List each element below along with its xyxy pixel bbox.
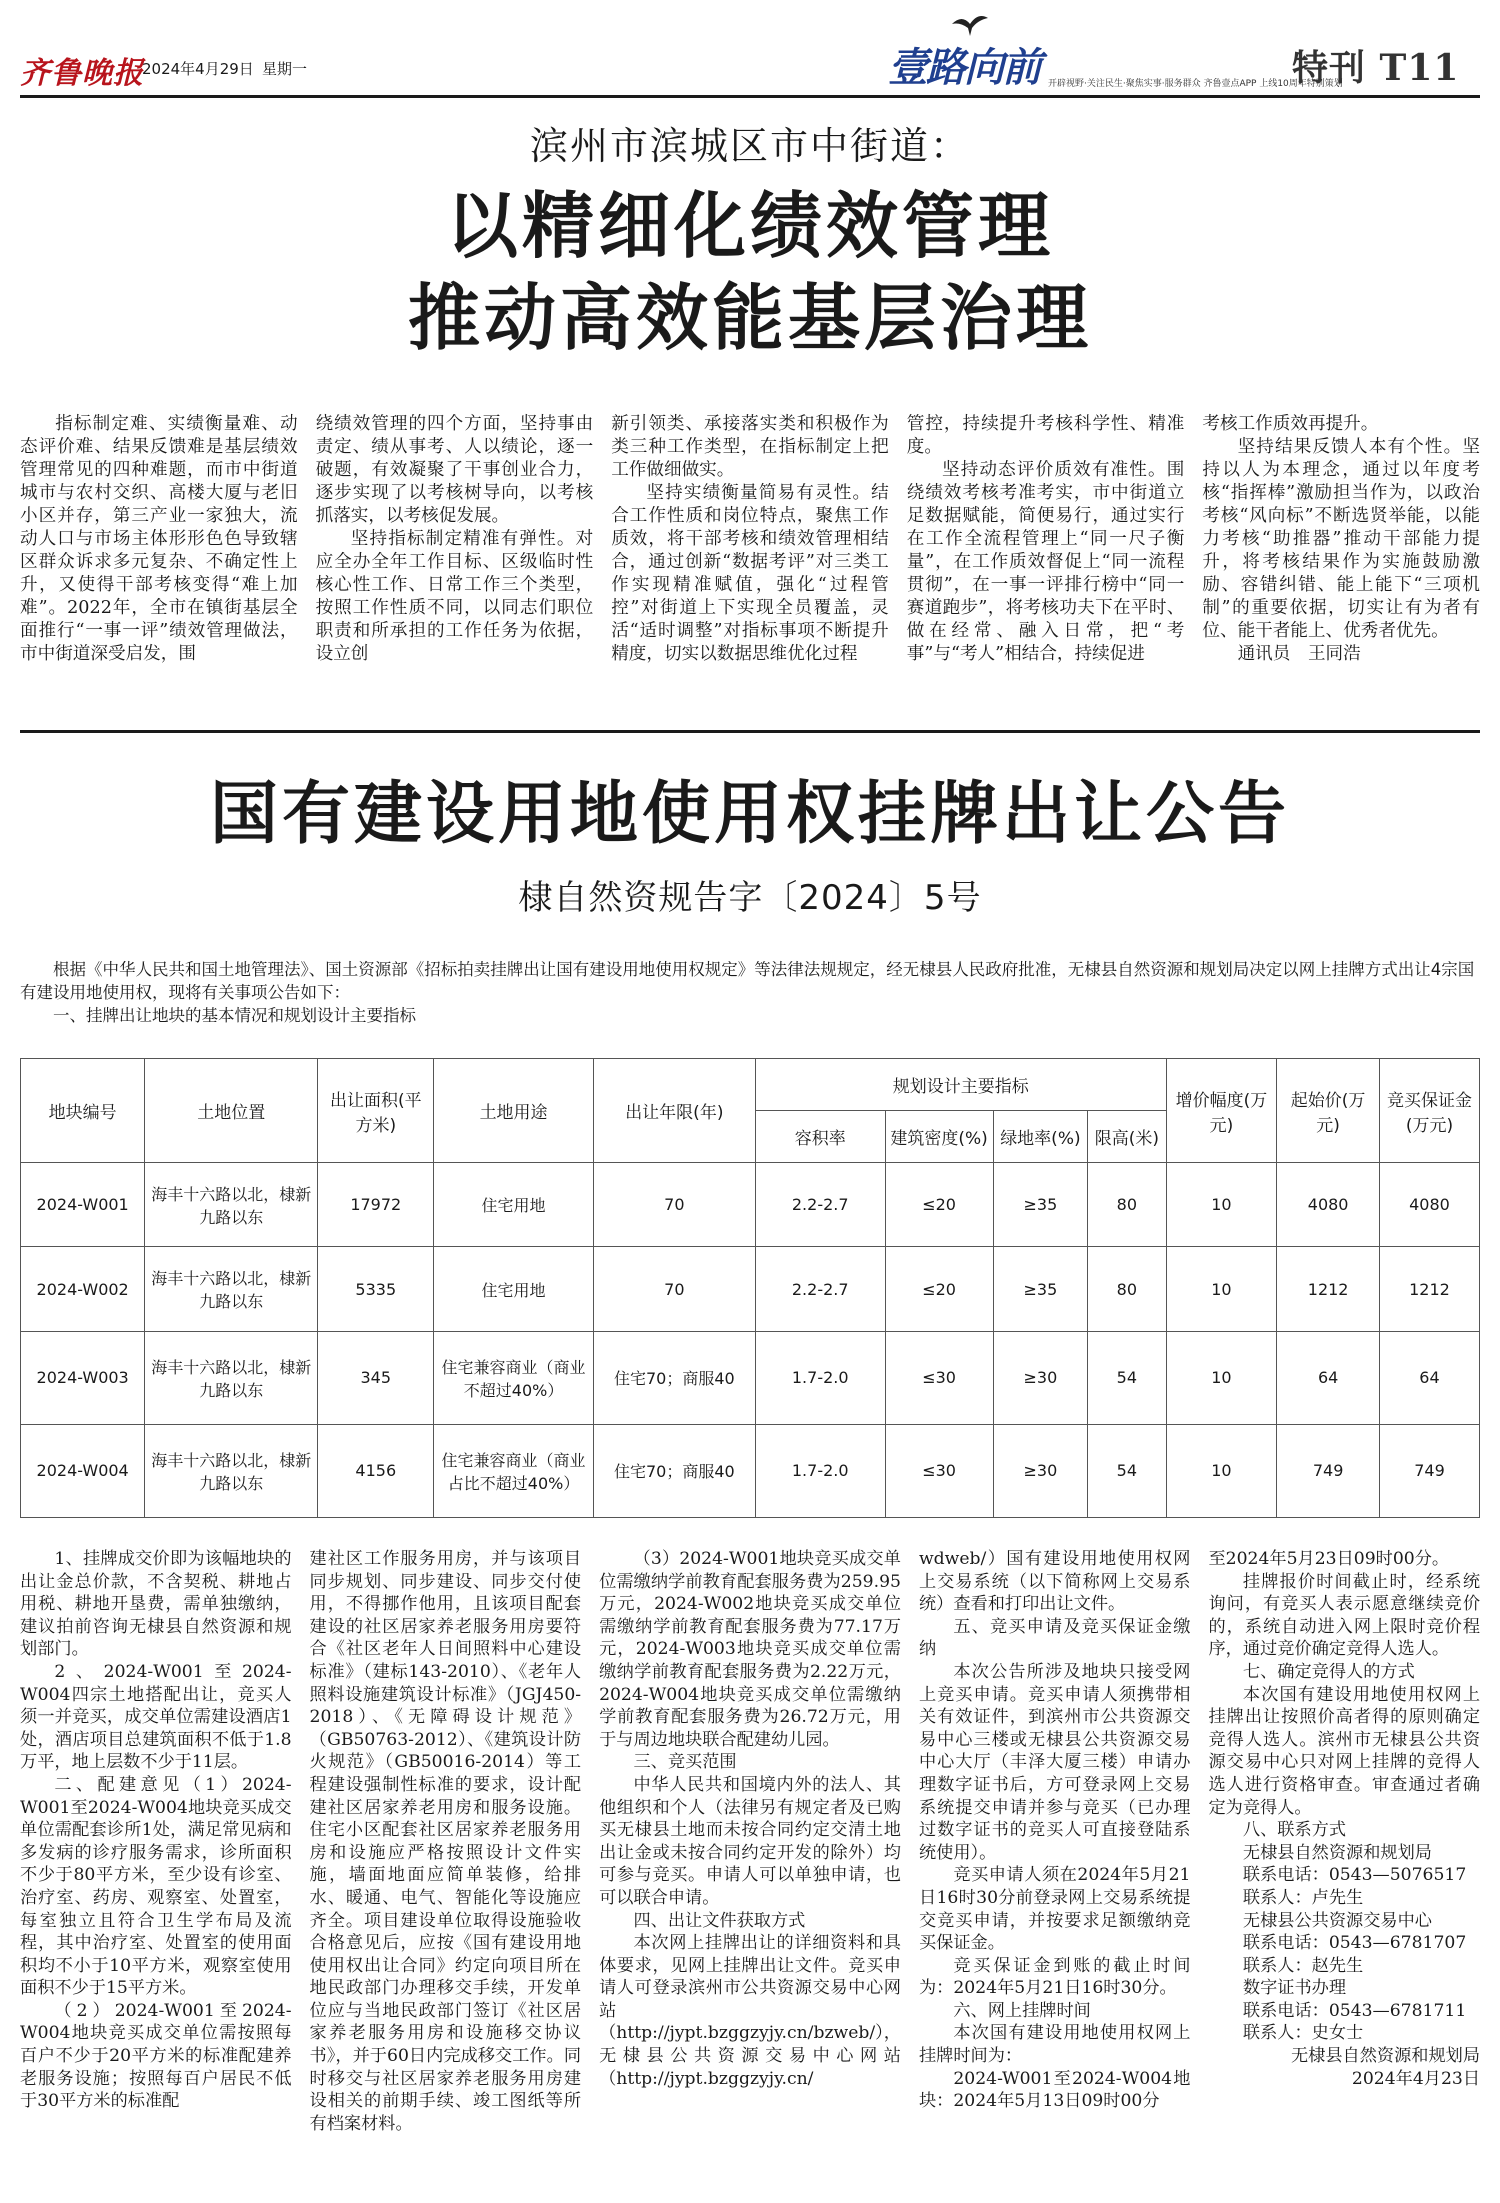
notice-column bbox=[919, 1548, 1191, 2188]
notice-paragraph: 联系电话：0543—6781711 bbox=[1242, 2000, 1467, 2021]
cell-far: 2.2-2.7 bbox=[755, 1247, 885, 1331]
th-deposit: 竞买保证金(万元) bbox=[1379, 1059, 1479, 1163]
cell-increment: 10 bbox=[1166, 1247, 1277, 1331]
notice-title: 国有建设用地使用权挂牌出让公告 bbox=[209, 774, 1290, 854]
cell-plot-no: 2024-W004 bbox=[21, 1424, 145, 1517]
notice-paragraph: 本次公告所涉及地块只接受网上竞买申请。竞买申请人须携带相关有效证件，到滨州市公共资源交易中心三楼或无棣县公共资源交易中心大厅（丰泽大厦三楼）申请办理数字证书后，方可登录网上交易系统提交申请并参与竞买（已办理过数字证书的竞买人可直接登陆系统使用）。 bbox=[918, 1661, 1191, 1863]
notice-paragraph: 竞买保证金到账的截止时间为：2024年5月21日16时30分。 bbox=[918, 1955, 1191, 1999]
article-paragraph: 坚持结果反馈人本有个性。坚持以人为本理念，通过以年度考核“指挥棒”激励担当作为，以政治考核“风向标”不断选贤举能，以能力考核“助推器”推动干部能力提升，将考核结果作为实施鼓励激励、容错纠错、能上能下“三项机制”的重要依据，切实让有为者有位、能干者能上、优秀者优先。 bbox=[1202, 437, 1480, 641]
section-label: 特刊 T11 bbox=[1292, 47, 1460, 89]
th-density: 建筑密度(%) bbox=[885, 1111, 993, 1163]
cell-height: 80 bbox=[1088, 1163, 1166, 1247]
cell-term: 住宅70；商服40 bbox=[593, 1424, 755, 1517]
notice-paragraph: 七、确定竞得人的方式 bbox=[1242, 1661, 1415, 1682]
cell-area: 17972 bbox=[318, 1163, 434, 1247]
cell-use: 住宅用地 bbox=[434, 1247, 593, 1331]
notice-paragraph: 联系人：卢先生 bbox=[1242, 1887, 1364, 1908]
notice-paragraph: 本次网上挂牌出让的详细资料和具体要求，见网上挂牌出让文件。竞买申请人可登录滨州市公共资源交易中心网站（http://jypt.bzggzyjy.cn/bzweb/），无棣县公共资源交易中心网站（http://jypt.bzggzyjy.cn/ bbox=[599, 1933, 901, 2089]
th-term: 出让年限(年) bbox=[593, 1059, 755, 1163]
cell-term: 70 bbox=[593, 1247, 755, 1331]
notice-paragraph: 2、2024-W001至2024-W004四宗土地搭配出让，竞买人须一并竞买，成交单位需建设酒店1处，酒店项目总建筑面积不低于1.8万平，地上层数不少于11层。 bbox=[20, 1661, 292, 1773]
article-paragraph: 坚持实绩衡量简易有灵性。结合工作性质和岗位特点，聚焦工作质效，将干部考核和绩效管理相结合，通过创新“数据考评”对三类工作实现精准赋值，强化“过程管控”对街道上下实现全员覆盖，灵活“适时调整”对指标事项不断提升精度，切实以数据思维优化过程 bbox=[611, 483, 889, 664]
cell-location: 海丰十六路以北，棣新九路以东 bbox=[145, 1163, 318, 1247]
cell-location: 海丰十六路以北，棣新九路以东 bbox=[145, 1247, 318, 1331]
table-row bbox=[21, 1163, 1480, 1247]
cell-deposit: 4080 bbox=[1379, 1163, 1479, 1247]
th-far: 容积率 bbox=[755, 1111, 885, 1163]
top-rule bbox=[20, 95, 1480, 98]
th-height: 限高(米) bbox=[1088, 1111, 1166, 1163]
notice-paragraph: wdweb/）国有建设用地使用权网上交易系统（以下简称网上交易系统）查看和打印出让文件。 bbox=[918, 1549, 1191, 1615]
notice-paragraph: 无棣县公共资源交易中心 bbox=[1242, 1910, 1432, 1931]
notice-column bbox=[20, 1548, 292, 2188]
cell-density: ≤20 bbox=[885, 1247, 993, 1331]
issue-weekday: 星期一 bbox=[262, 60, 308, 78]
cell-green: ≥30 bbox=[993, 1424, 1088, 1517]
table-row bbox=[21, 1331, 1480, 1424]
headline-line-1: 以精细化绩效管理 bbox=[445, 183, 1054, 268]
cell-start-price: 749 bbox=[1277, 1424, 1380, 1517]
th-start-price: 起始价(万元) bbox=[1277, 1059, 1380, 1163]
th-use: 土地用途 bbox=[434, 1059, 593, 1163]
cell-area: 4156 bbox=[318, 1424, 434, 1517]
article-paragraph: 管控，持续提升考核科学性、精准度。 bbox=[906, 414, 1185, 457]
th-location: 土地位置 bbox=[145, 1059, 318, 1163]
newspaper-logo: 齐鲁晚报 bbox=[20, 56, 144, 91]
section-heading: 一、挂牌出让地块的基本情况和规划设计主要指标 bbox=[53, 1006, 416, 1025]
article-paragraph: 坚持指标制定精准有弹性。对应全办全年工作目标、区级临时性核心性工作、日常工作三个类型，按照工作性质不同，以同志们职位职责和所承担的工作任务为依据，设立创 bbox=[315, 529, 594, 664]
notice-paragraph: 本次国有建设用地使用权网上挂牌时间为： bbox=[918, 2023, 1191, 2067]
article-paragraph: 考核工作质效再提升。 bbox=[1202, 414, 1379, 434]
section-divider bbox=[20, 730, 1480, 733]
cell-location: 海丰十六路以北，棣新九路以东 bbox=[145, 1331, 318, 1424]
cell-deposit: 64 bbox=[1379, 1331, 1479, 1424]
notice-doc-number: 棣自然资规告字〔2024〕5号 bbox=[518, 878, 982, 918]
th-green: 绿地率(%) bbox=[993, 1111, 1088, 1163]
notice-paragraph: 1、挂牌成交价即为该幅地块的出让金总价款，不含契税、耕地占用税、耕地开垦费，需单独缴纳，建议拍前咨询无棣县自然资源和规划部门。 bbox=[20, 1549, 292, 1660]
cell-increment: 10 bbox=[1166, 1163, 1277, 1247]
cell-far: 1.7-2.0 bbox=[755, 1331, 885, 1424]
notice-paragraph: 二、配建意见（1）2024-W001至2024-W004地块竞买成交单位需配套诊所1处，满足常见病和多发病的诊疗服务需求，诊所面积不少于80平方米，至少设有诊室、治疗室、药房、观察室、处置室，每室独立且符合卫生学布局及流程，其中治疗室、处置室的使用面积均不小于10平方米，观察室使用面积不少于15平方米。 bbox=[20, 1774, 292, 1999]
cell-green: ≥30 bbox=[993, 1331, 1088, 1424]
th-increment: 增价幅度(万元) bbox=[1166, 1059, 1277, 1163]
article-column bbox=[907, 413, 1185, 693]
cell-height: 54 bbox=[1088, 1331, 1166, 1424]
cell-deposit: 749 bbox=[1379, 1424, 1479, 1517]
byline: 通讯员 王同浩 bbox=[1237, 644, 1361, 664]
cell-area: 5335 bbox=[318, 1247, 434, 1331]
notice-body bbox=[20, 1548, 1480, 2188]
intro-paragraph: 根据《中华人民共和国土地管理法》、国土资源部《招标拍卖挂牌出让国有建设用地使用权规定》等法律法规规定，经无棣县人民政府批准，无棣县自然资源和规划局决定以网上挂牌方式出让4宗国有建设用地使用权，现将有关事项公告如下： bbox=[20, 960, 1475, 1002]
cell-height: 54 bbox=[1088, 1424, 1166, 1517]
notice-paragraph: （3）2024-W001地块竞买成交单位需缴纳学前教育配套服务费为259.95万元，2024-W002地块竞买成交单位需缴纳学前教育配套服务费为77.17万元，2024-W003地块竞买成交单位需缴纳学前教育配套服务费为2.22万元，2024-W004地块竞买成交单位需缴纳学前教育配套服务费为26.72万元，用于与周边地块联合配建幼儿园。 bbox=[599, 1549, 901, 1750]
th-area: 出让面积(平方米) bbox=[318, 1059, 434, 1163]
land-plot-table bbox=[20, 1058, 1480, 1518]
cell-far: 2.2-2.7 bbox=[755, 1163, 885, 1247]
th-plot-no: 地块编号 bbox=[21, 1059, 145, 1163]
article-paragraph: 坚持动态评价质效有准性。围绕绩效考核考准考实，市中街道立足数据赋能，简便易行，通过实行在工作全流程管理上“同一尺子衡量”，在工作质效督促上“同一流程贯彻”，在一事一评排行榜中“同一赛道跑步”，将考核功夫下在平时、做在经常、融入日常，把“考事”与“考人”相结合，持续促进 bbox=[906, 460, 1185, 664]
cell-use: 住宅兼容商业（商业不超过40%） bbox=[434, 1331, 593, 1424]
cell-term: 70 bbox=[593, 1163, 755, 1247]
notice-paragraph: 六、网上挂牌时间 bbox=[953, 2000, 1091, 2021]
notice-paragraph: 联系人：赵先生 bbox=[1242, 1955, 1364, 1976]
notice-paragraph: 联系人：史女士 bbox=[1242, 2023, 1364, 2044]
cell-green: ≥35 bbox=[993, 1247, 1088, 1331]
cell-use: 住宅兼容商业（商业占比不超过40%） bbox=[434, 1424, 593, 1517]
issue-date: 2024年4月29日 bbox=[142, 60, 254, 78]
article-paragraph: 指标制定难、实绩衡量难、动态评价难、结果反馈难是基层绩效管理常见的四种难题，而市中街道城市与农村交织、高楼大厦与老旧小区并存，第三产业一家独大，流动人口与市场主体形形色色导致辖区群众诉求多元复杂、不确定性上升，又使得干部考核变得“难上加难”。2022年，全市在镇街基层全面推行“一事一评”绩效管理做法，市中街道深受启发，围 bbox=[20, 414, 298, 664]
notice-column bbox=[310, 1548, 582, 2188]
cell-start-price: 64 bbox=[1277, 1331, 1380, 1424]
notice-paragraph: 中华人民共和国境内外的法人、其他组织和个人（法律另有规定者及已购买无棣县土地而未按合同约定交清土地出让金或未按合同约定开发的除外）均可参与竞买。申请人可以单独申请，也可以联合申请。 bbox=[599, 1774, 901, 1908]
notice-paragraph: 联系电话：0543—5076517 bbox=[1242, 1865, 1467, 1886]
notice-paragraph: （2）2024-W001至2024-W004地块竞买成交单位需按照每百户不少于20平方米的标准配建养老服务设施；按照每百户居民不低于30平方米的标准配 bbox=[20, 2000, 292, 2112]
cell-increment: 10 bbox=[1166, 1424, 1277, 1517]
notice-column bbox=[1208, 1548, 1480, 2188]
headline-line-2: 推动高效能基层治理 bbox=[407, 275, 1092, 360]
cell-increment: 10 bbox=[1166, 1331, 1277, 1424]
cell-density: ≤30 bbox=[885, 1424, 993, 1517]
cell-start-price: 4080 bbox=[1277, 1163, 1380, 1247]
article-paragraph: 绕绩效管理的四个方面，坚持事由责定、绩从事考、人以绩论，逐一破题，有效凝聚了干事创业合力，逐步实现了以考核树导向，以考核抓落实，以考核促发展。 bbox=[315, 414, 594, 526]
table-row bbox=[21, 1247, 1480, 1331]
cell-location: 海丰十六路以北，棣新九路以东 bbox=[145, 1424, 318, 1517]
brand-name: 壹路向前 bbox=[888, 44, 1040, 91]
notice-paragraph: 八、联系方式 bbox=[1242, 1820, 1347, 1841]
notice-paragraph: 2024年4月23日 bbox=[1351, 2068, 1481, 2089]
article-kicker: 滨州市滨城区市中街道： bbox=[529, 124, 970, 168]
th-planning: 规划设计主要指标 bbox=[755, 1059, 1166, 1111]
notice-paragraph: 联系电话：0543—6781707 bbox=[1242, 1933, 1467, 1954]
cell-density: ≤20 bbox=[885, 1163, 993, 1247]
cell-height: 80 bbox=[1088, 1247, 1166, 1331]
notice-intro bbox=[20, 958, 1480, 1027]
cell-far: 1.7-2.0 bbox=[755, 1424, 885, 1517]
article-column bbox=[611, 413, 889, 693]
notice-paragraph: 无棣县自然资源和规划局 bbox=[1290, 2046, 1481, 2067]
cell-green: ≥35 bbox=[993, 1163, 1088, 1247]
notice-paragraph: 至2024年5月23日09时00分。 bbox=[1208, 1549, 1450, 1569]
cell-plot-no: 2024-W001 bbox=[21, 1163, 145, 1247]
notice-paragraph: 数字证书办理 bbox=[1242, 1978, 1347, 1999]
notice-paragraph: 挂牌报价时间截止时，经系统询问，有竞买人表示愿意继续竞价的，系统自动进入网上限时竞价程序，通过竞价确定竞得人选人。 bbox=[1208, 1571, 1481, 1660]
notice-paragraph: 2024-W001至2024-W004地块：2024年5月13日09时00分 bbox=[918, 2068, 1191, 2112]
article-body bbox=[20, 413, 1480, 693]
article-paragraph: 新引领类、承接落实类和积极作为类三种工作类型，在指标制定上把工作做细做实。 bbox=[611, 414, 889, 480]
notice-paragraph: 四、出让文件获取方式 bbox=[633, 1910, 806, 1931]
notice-column bbox=[599, 1548, 901, 2188]
cell-density: ≤30 bbox=[885, 1331, 993, 1424]
notice-paragraph: 竞买申请人须在2024年5月21日16时30分前登录网上交易系统提交竞买申请，并按要求足额缴纳竞买保证金。 bbox=[918, 1865, 1191, 1954]
cell-use: 住宅用地 bbox=[434, 1163, 593, 1247]
cell-deposit: 1212 bbox=[1379, 1247, 1479, 1331]
article-column bbox=[316, 413, 594, 693]
cell-term: 住宅70；商服40 bbox=[593, 1331, 755, 1424]
article-column bbox=[20, 413, 298, 693]
article-headline bbox=[0, 180, 1500, 364]
cell-plot-no: 2024-W003 bbox=[21, 1331, 145, 1424]
article-column bbox=[1202, 413, 1480, 693]
notice-paragraph: 三、竞买范围 bbox=[633, 1752, 737, 1773]
notice-paragraph: 无棣县自然资源和规划局 bbox=[1242, 1842, 1432, 1863]
cell-start-price: 1212 bbox=[1277, 1247, 1380, 1331]
table-row bbox=[21, 1424, 1480, 1517]
cell-area: 345 bbox=[318, 1331, 434, 1424]
brand-subtitle: 开辟视野·关注民生·聚焦实事·服务群众 齐鲁壹点APP 上线10周年特别策划 bbox=[1048, 79, 1343, 89]
notice-paragraph: 本次国有建设用地使用权网上挂牌出让按照价高者得的原则确定竞得人选人。滨州市无棣县公共资源交易中心只对网上挂牌的竞得人选人进行资格审查。审查通过者确定为竞得人。 bbox=[1208, 1684, 1481, 1818]
cell-plot-no: 2024-W002 bbox=[21, 1247, 145, 1331]
notice-paragraph: 建社区工作服务用房，并与该项目同步规划、同步建设、同步交付使用，不得挪作他用，且该项目配套建设的社区居家养老服务用房要符合《社区老年人日间照料中心建设标准》（建标143-2010）、《老年人照料设施建筑设计标准》（JGJ450-2018）、《无障碍设计规范》（GB50763-2012）、《建筑设计防火规范》（GB50016-2014）等工程建设强制性标准的要求，设计配建社区居家养老用房和服务设施。住宅小区配套社区居家养老服务用房和设施应严格按照设计文件实施，墙面地面应简单装修，给排水、暖通、电气、智能化等设施应齐全。项目建设单位取得设施验收合格意见后，应按《国有建设用地使用权出让合同》约定向项目所在地民政部门办理移交手续，开发单位应与当地民政部门签订《社区居家养老服务用房和设施移交协议书》，并于60日内完成移交工作。同时移交与社区居家养老服务用房建设相关的前期手续、竣工图纸等所有档案材料。 bbox=[309, 1549, 582, 2134]
notice-paragraph: 五、竞买申请及竞买保证金缴纳 bbox=[918, 1616, 1191, 1660]
